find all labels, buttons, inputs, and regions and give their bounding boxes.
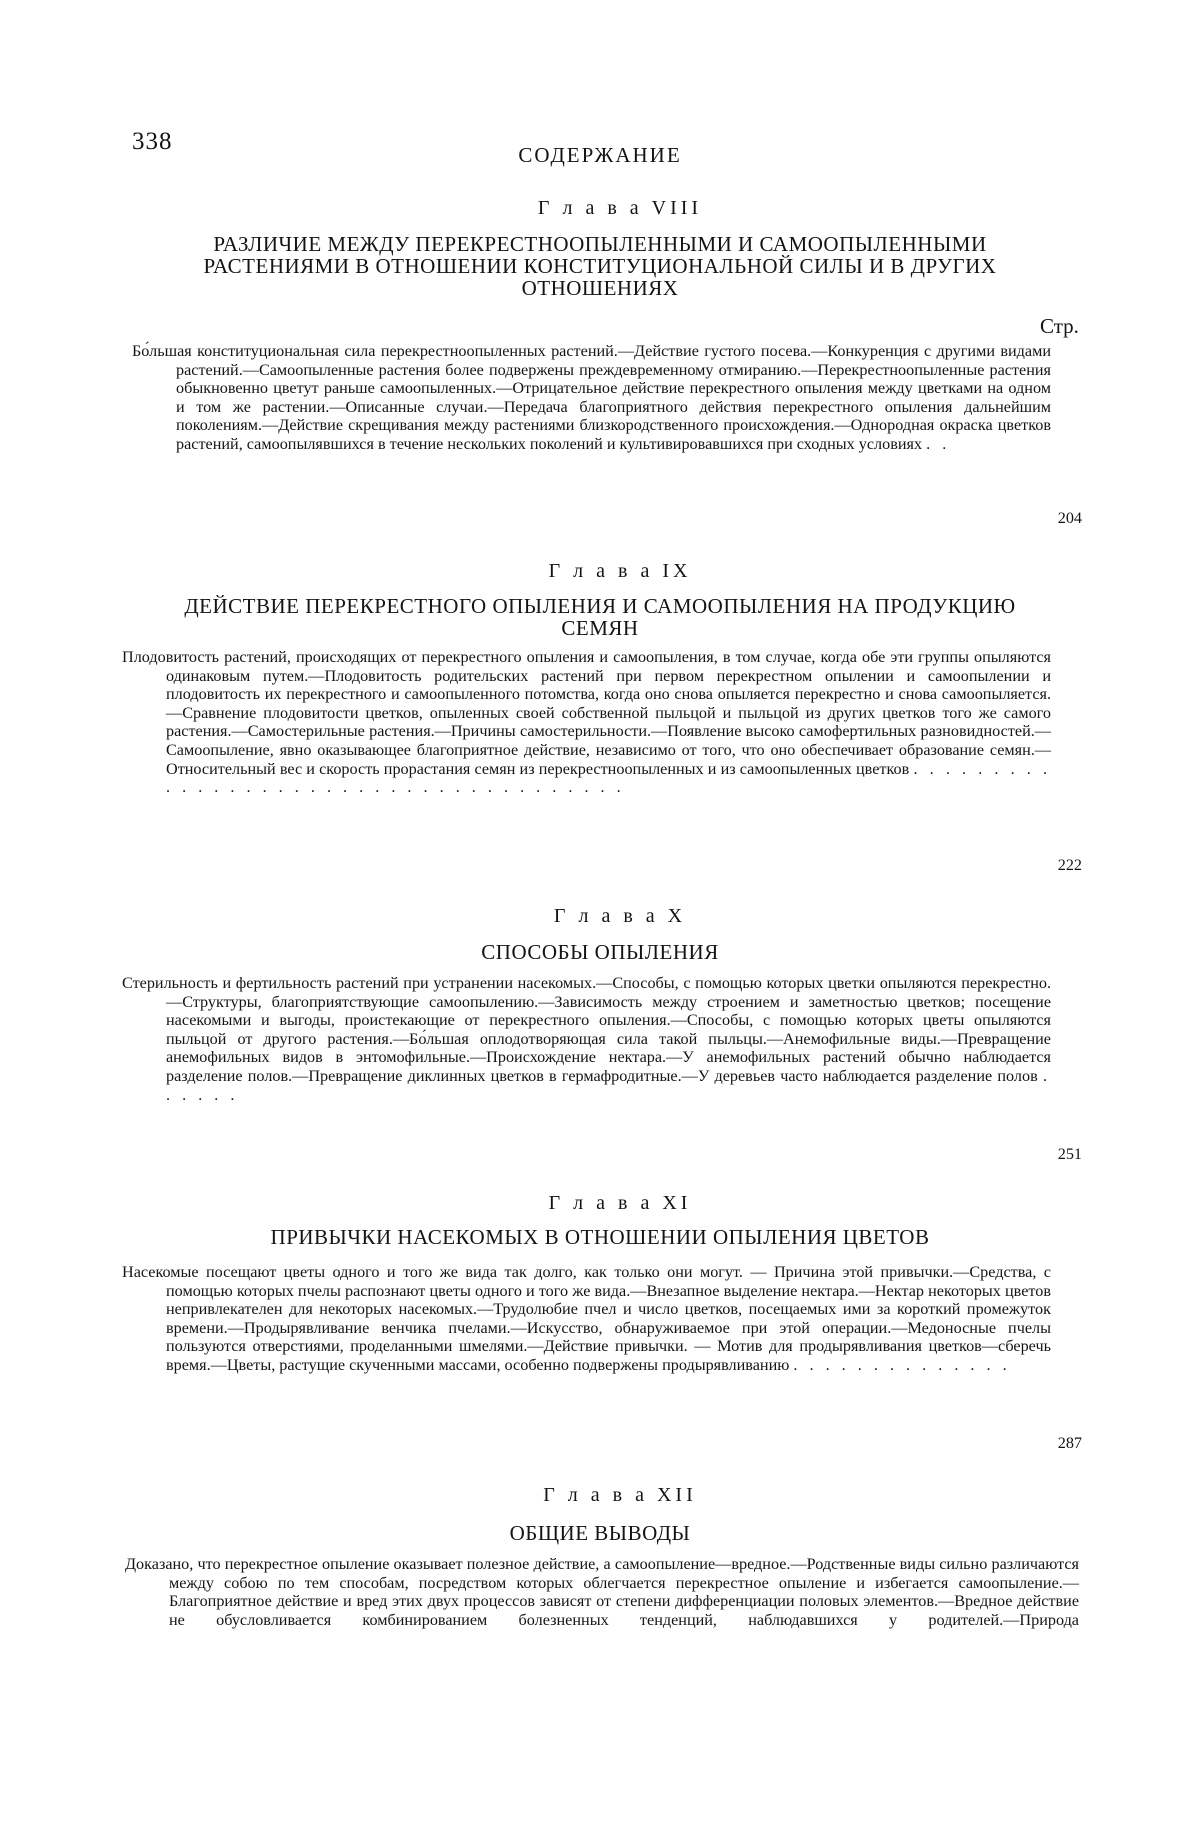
page-ref-287: 287 — [1057, 1434, 1082, 1453]
page-ref-204: 204 — [1057, 509, 1082, 528]
chapter-summary-entry-12 — [125, 1555, 1085, 1675]
summary-text: Стерильность и фертильность растений при устранении насекомых.—Способы, с помощью которых цветки опыляются перекрестно.—Структуры, благоприятствующие самоопылению.—Зависимость между строением и заметностью цветков; посещение насекомыми и выгоды, проистекающие от перекрестного опыления.—Способы, с помощью которых цветы опыляются пыльцой от другого растения.—Бо́льшая оплодотворяющая сила такой пыльцы.—Анемофильные виды.—Превращение анемофильных видов в энтомофильные.—Происхождение нектара.—У анемофильных растений обычно наблюдается разделение полов.—Превращение диклинных цветков в гермафродитные.—У деревьев часто наблюдается разделение полов — [122, 974, 1051, 1085]
dot-leader: . . . . . . . . . . . . . . — [793, 1355, 1011, 1374]
chapter-label-11: Г л а в а XI — [548, 1192, 692, 1214]
chapter-summary-12 — [125, 1555, 1079, 1629]
chapter-label-10: Г л а в а X — [553, 905, 687, 927]
chapter-title-11: ПРИВЫЧКИ НАСЕКОМЫХ В ОТНОШЕНИИ ОПЫЛЕНИЯ ЦВЕТОВ — [270, 1225, 930, 1249]
running-title: СОДЕРЖАНИЕ — [518, 143, 682, 167]
chapter-title-12: ОБЩИЕ ВЫВОДЫ — [509, 1521, 691, 1545]
dot-leader: . . . . . . . . . . . . . . . . . . . . . . . . . . . . . . . . . . . . . . — [166, 759, 1052, 797]
chapter-title-8: РАЗЛИЧИЕ МЕЖДУ ПЕРЕКРЕСТНООПЫЛЕННЫМИ И САМООПЫЛЕННЫМИ РАСТЕНИЯМИ В ОТНОШЕНИИ КОНСТИТУЦИОНАЛЬНОЙ СИЛЫ И В ДРУГИХ ОТНОШЕНИЯХ — [203, 232, 997, 300]
chapter-summary-8 — [132, 342, 1051, 454]
chapter-label-8: Г л а в а VIII — [537, 197, 703, 219]
chapter-summary-entry-10 — [122, 974, 1082, 1164]
summary-text: Насекомые посещают цветы одного и того же вида так долго, как только они могут. — Причина этой привычки.—Средства, с помощью которых пчелы распознают цветы одного и того же вида.—Внезапное выделение нектара.—Нектар некоторых цветов непривлекателен для некоторых насекомых.—Трудолюбие пчел и число цветков, посещаемых ими за короткий промежуток времени.—Продырявливание венчика пчелами.—Искусство, обнаруживаемое при этой операции.—Медоносные пчелы пользуются отверстиями, проделанными шмелями.—Действие привычки. — Мотив для продырявливания цветков—сберечь время.—Цветы, растущие скученными массами, особенно подвержены продырявливанию — [122, 1263, 1051, 1374]
chapter-label-9: Г л а в а IX — [548, 560, 692, 582]
chapter-label-12: Г л а в а XII — [543, 1484, 697, 1506]
page-ref-222: 222 — [1057, 856, 1082, 875]
chapter-summary-10 — [122, 974, 1051, 1104]
page-number: 338 — [132, 128, 173, 155]
chapter-summary-11 — [122, 1263, 1051, 1375]
dot-leader: . . — [926, 434, 951, 453]
summary-text: Доказано, что перекрестное опыление оказывает полезное действие, а самоопыление—вредное.—Родственные виды сильно различаются между собою по тем способам, посредством которых облегчается перекрестное опыление и избегается самоопыление.—Благоприятное действие и вред этих двух процессов зависят от степени дифференциации половых элементов.—Вредное действие не обусловливается комбинированием болезненных тенденций, наблюдавшихся у родителей.—Природа — [125, 1555, 1079, 1629]
page-column-label: Стр. — [1040, 314, 1079, 338]
dot-leader: . . . . . . — [166, 1066, 1051, 1104]
chapter-summary-entry-11 — [122, 1263, 1082, 1453]
page-ref-251: 251 — [1057, 1145, 1082, 1164]
summary-text: Бо́льшая конституциональная сила перекрестноопыленных растений.—Действие густого посева.—Конкуренция с другими видами растений.—Самоопыленные растения более подвержены преждевременному отмиранию.—Перекрестноопыленные растения обыкновенно цветут раньше самоопыленных.—Отрицательное действие перекрестного опыления между цветками на одном и том же растении.—Описанные случаи.—Передача благоприятного действия перекрестного опыления дальнейшим поколениям.—Действие скрещивания между растениями близкородственного происхождения.—Однородная окраска цветков растений, самоопылявшихся в течение нескольких поколений и культивировавшихся при сходных условиях — [132, 342, 1051, 453]
summary-text: Плодовитость растений, происходящих от перекрестного опыления и самоопыления, в том случае, когда обе эти группы опыляются одинаковым путем.—Плодовитость родительских растений при первом перекрестном опылении и самоопылении и плодовитость их перекрестного и самоопыленного потомства, когда оно снова опыляется перекрестно и снова самоопыляется.—Сравнение плодовитости цветков, опыленных своей собственной пыльцой и пыльцой из других цветков того же самого растения.—Самостерильные растения.—Причины самостерильности.—Появление высоко самофертильных разновидностей.—Самоопыление, явно оказывающее благоприятное действие, независимо от того, что оно обеспечивает образование семян.—Относительный вес и скорость прорастания семян из перекрестноопыленных и из самоопыленных цветков — [122, 648, 1051, 778]
chapter-title-9: ДЕЙСТВИЕ ПЕРЕКРЕСТНОГО ОПЫЛЕНИЯ И САМООПЫЛЕНИЯ НА ПРОДУКЦИЮ СЕМЯН — [184, 594, 1016, 640]
chapter-summary-entry-9 — [122, 648, 1082, 875]
chapter-summary-entry-8 — [132, 342, 1082, 528]
chapter-summary-9 — [122, 648, 1051, 797]
chapter-title-10: СПОСОБЫ ОПЫЛЕНИЯ — [481, 940, 719, 964]
